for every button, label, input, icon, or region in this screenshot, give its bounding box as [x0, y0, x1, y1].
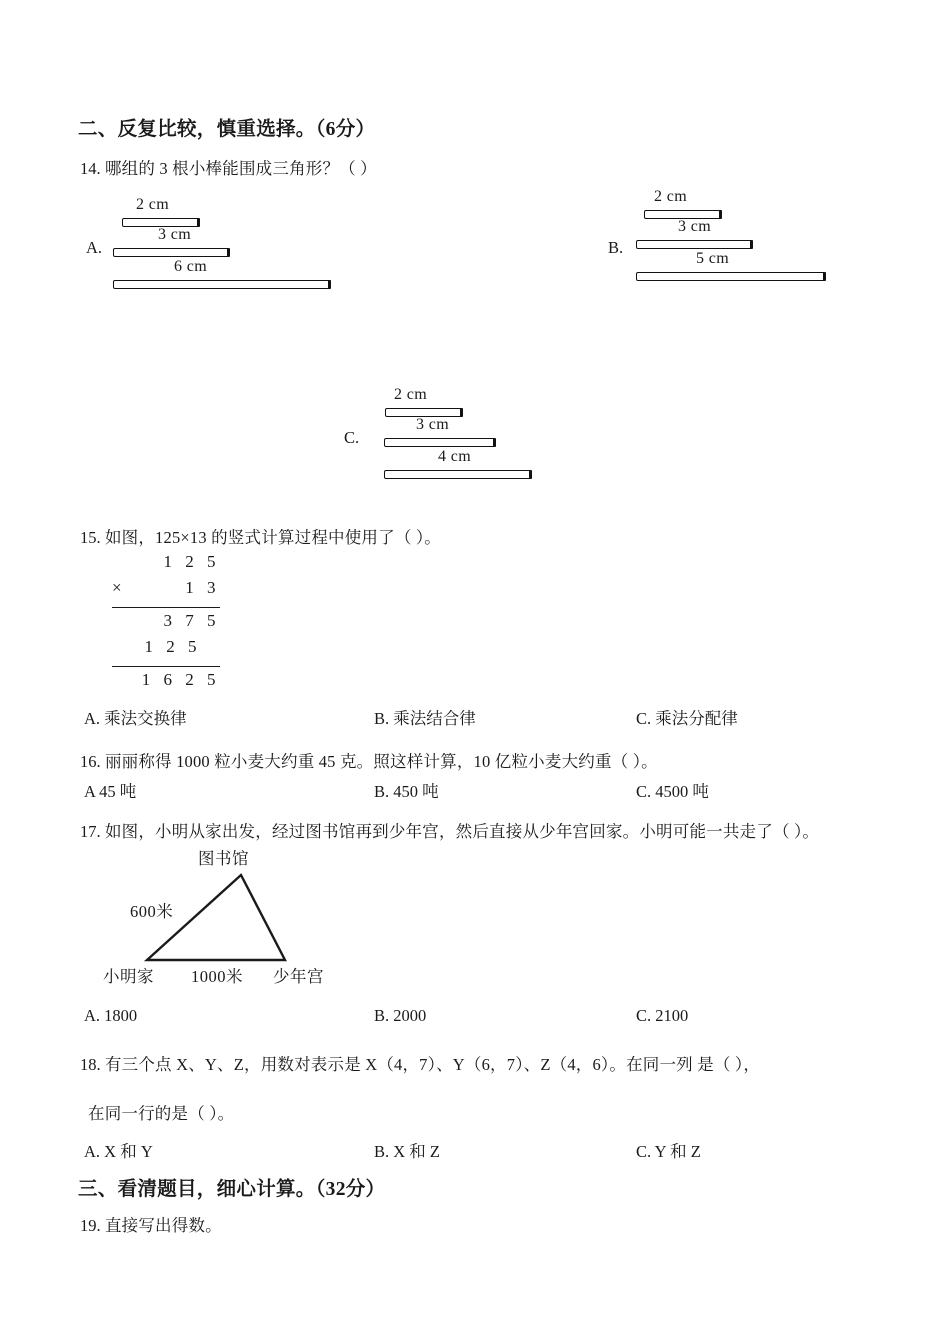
vmult-multiplicand: 1 2 5: [163, 552, 220, 571]
route-triangle-figure: [95, 845, 395, 995]
question-15-number: 15.: [80, 528, 101, 547]
vmult-multiplier-row: [112, 578, 220, 608]
question-15-option-c[interactable]: C. 乘法分配律: [636, 709, 738, 728]
question-18-line-2: 在同一行的是（ ）。: [88, 1104, 235, 1123]
vertical-multiplication: [112, 552, 220, 696]
triangle-left-side-label: 600米: [130, 902, 174, 921]
question-19-line: [80, 1212, 222, 1236]
question-15-option-b[interactable]: B. 乘法结合律: [374, 709, 476, 728]
question-17-option-b[interactable]: B. 2000: [374, 1006, 427, 1025]
question-14-line: [80, 155, 377, 179]
vmult-multiplicand-row: [112, 552, 220, 578]
question-16-option-c[interactable]: C. 4500 吨: [636, 782, 709, 801]
vmult-product-row: [112, 667, 220, 696]
question-17-options: [84, 1006, 894, 1026]
section-heading-two: 二、反复比较，慎重选择。（6分）: [78, 119, 376, 140]
question-18-option-c[interactable]: C. Y 和 Z: [636, 1142, 701, 1161]
vmult-partial-product-1: 3 7 5: [163, 611, 220, 630]
stick-label-a3: 6 cm: [174, 258, 208, 275]
stick-label-b2: 3 cm: [678, 218, 712, 235]
stick-bar-a3: [113, 280, 331, 289]
stick-label-a2: 3 cm: [158, 226, 192, 243]
option-b-letter-q14[interactable]: B.: [608, 238, 624, 257]
question-17-option-a[interactable]: A. 1800: [84, 1006, 138, 1025]
question-19-text: 直接写出得数。: [104, 1216, 222, 1235]
vmult-partial-product-2: 1 2 5: [144, 637, 201, 656]
stick-bar-c3: [384, 470, 532, 479]
triangle-left-vertex-label: 小明家: [103, 967, 154, 986]
question-18-text-line-1: 有三个点 X、Y、Z，用数对表示是 X（4，7）、Y（6，7）、Z（4，6）。在同一列 是（ ），: [104, 1055, 761, 1074]
option-a-letter-q14[interactable]: A.: [86, 238, 103, 257]
question-18-option-a[interactable]: A. X 和 Y: [84, 1142, 153, 1161]
question-17-text: 如图，小明从家出发，经过图书馆再到少年宫，然后直接从少年宫回家。小明可能一共走了（ ）。: [104, 822, 820, 841]
stick-label-c3: 4 cm: [438, 448, 472, 465]
question-16-line: [80, 748, 658, 772]
vmult-multiplier: 1 3: [185, 578, 220, 597]
question-14-text: 哪组的 3 根小棒能围成三角形？（ ）: [104, 159, 377, 178]
stick-label-c2: 3 cm: [416, 416, 450, 433]
stick-label-b3: 5 cm: [696, 250, 730, 267]
stick-label-c1: 2 cm: [394, 386, 428, 403]
vmult-partial1-row: [112, 608, 220, 637]
question-16-text: 丽丽称得 1000 粒小麦大约重 45 克。照这样计算，10 亿粒小麦大约重（ ）。: [104, 752, 658, 771]
question-17-option-c[interactable]: C. 2100: [636, 1006, 689, 1025]
question-16-options: [84, 778, 894, 802]
question-18-options: [84, 1138, 894, 1162]
vmult-product: 1 6 2 5: [141, 670, 220, 689]
question-18-line-1: [80, 1051, 760, 1075]
question-17-line: [80, 818, 819, 842]
question-16-number: 16.: [80, 752, 101, 771]
question-15-options: [84, 705, 894, 729]
stick-bar-c2: [384, 438, 496, 447]
vmult-partial2-row: [112, 637, 220, 667]
question-16-option-a[interactable]: A 45 吨: [84, 782, 137, 801]
triangle-apex-label: 图书馆: [198, 849, 249, 868]
question-18-number: 18.: [80, 1055, 101, 1074]
question-15-text: 如图，125×13 的竖式计算过程中使用了（ ）。: [104, 528, 442, 547]
option-c-letter-q14[interactable]: C.: [344, 428, 360, 447]
section-heading-three: 三、看清题目，细心计算。（32分）: [78, 1179, 386, 1200]
question-14-number: 14.: [80, 159, 101, 178]
vmult-operator: ×: [112, 578, 122, 597]
question-16-option-b[interactable]: B. 450 吨: [374, 782, 439, 801]
question-18-option-b[interactable]: B. X 和 Z: [374, 1142, 440, 1161]
stick-bar-b2: [636, 240, 753, 249]
triangle-bottom-side-label: 1000米: [191, 967, 243, 986]
stick-label-b1: 2 cm: [654, 188, 688, 205]
question-17-number: 17.: [80, 822, 101, 841]
stick-bar-b3: [636, 272, 826, 281]
stick-label-a1: 2 cm: [136, 196, 170, 213]
question-19-number: 19.: [80, 1216, 101, 1235]
stick-bar-a2: [113, 248, 230, 257]
question-15-option-a[interactable]: A. 乘法交换律: [84, 709, 187, 728]
question-15-line: [80, 524, 441, 548]
triangle-right-vertex-label: 少年宫: [273, 967, 324, 986]
